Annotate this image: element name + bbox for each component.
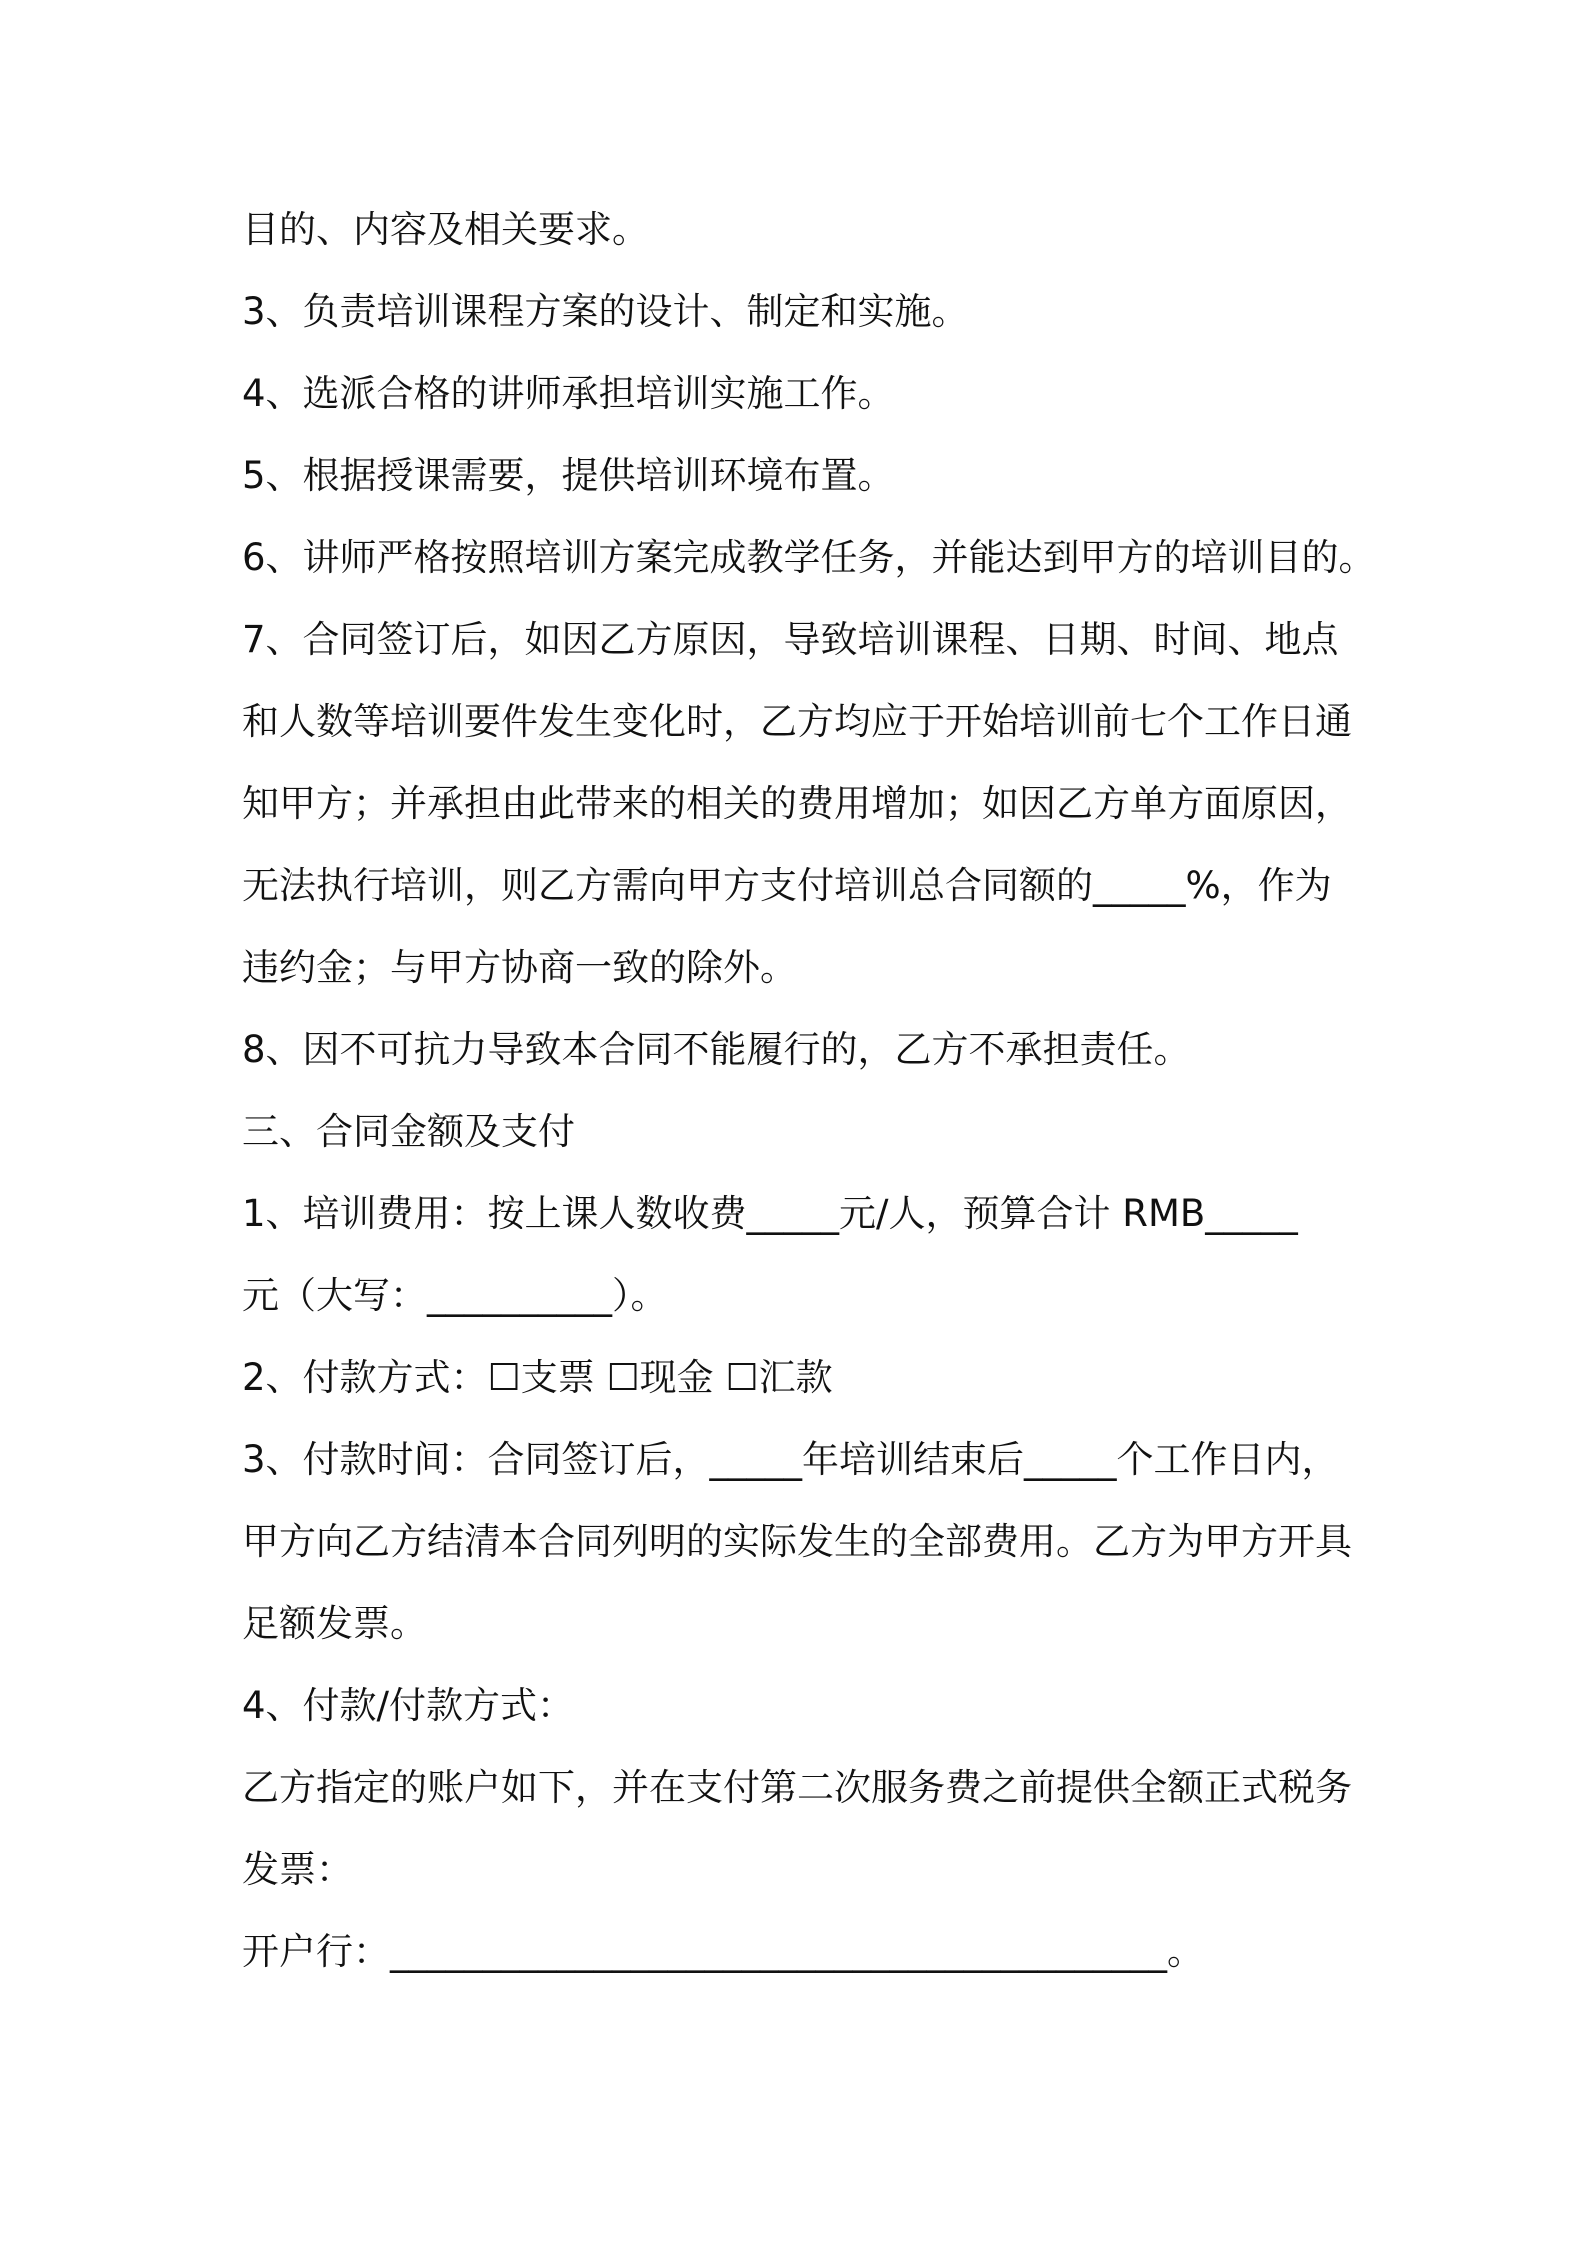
- text-line: 知甲方；并承担由此带来的相关的费用增加；如因乙方单方面原因，: [242, 782, 1352, 825]
- text-line: 足额发票。: [242, 1602, 427, 1645]
- text-line: 开户行：__________________________________________。: [242, 1930, 1204, 1973]
- text-line: 无法执行培训，则乙方需向甲方支付培训总合同额的_____%，作为: [242, 864, 1332, 907]
- text-line: 甲方向乙方结清本合同列明的实际发生的全部费用。乙方为甲方开具: [242, 1520, 1352, 1563]
- section-heading: 三、合同金额及支付: [242, 1110, 575, 1153]
- text-line: 7、合同签订后，如因乙方原因，导致培训课程、日期、时间、地点: [242, 618, 1339, 661]
- text-line: 8、因不可抗力导致本合同不能履行的，乙方不承担责任。: [242, 1028, 1191, 1071]
- text-line: 发票：: [242, 1848, 353, 1891]
- text-line: 乙方指定的账户如下，并在支付第二次服务费之前提供全额正式税务: [242, 1766, 1352, 1809]
- text-line: 2、付款方式：☐支票 ☐现金 ☐汇款: [242, 1356, 833, 1399]
- text-line: 3、付款时间：合同签订后，_____年培训结束后_____个工作日内，: [242, 1438, 1339, 1481]
- text-line: 元（大写：__________）。: [242, 1274, 668, 1317]
- text-line: 和人数等培训要件发生变化时，乙方均应于开始培训前七个工作日通: [242, 700, 1352, 743]
- text-line: 4、付款/付款方式：: [242, 1684, 575, 1727]
- text-line: 3、负责培训课程方案的设计、制定和实施。: [242, 290, 969, 333]
- text-line: 5、根据授课需要，提供培训环境布置。: [242, 454, 895, 497]
- text-line: 目的、内容及相关要求。: [242, 208, 649, 251]
- text-line: 6、讲师严格按照培训方案完成教学任务，并能达到甲方的培训目的。: [242, 536, 1376, 579]
- text-line: 1、培训费用：按上课人数收费_____元/人，预算合计 RMB_____: [242, 1192, 1298, 1235]
- text-line: 违约金；与甲方协商一致的除外。: [242, 946, 797, 989]
- text-line: 4、选派合格的讲师承担培训实施工作。: [242, 372, 895, 415]
